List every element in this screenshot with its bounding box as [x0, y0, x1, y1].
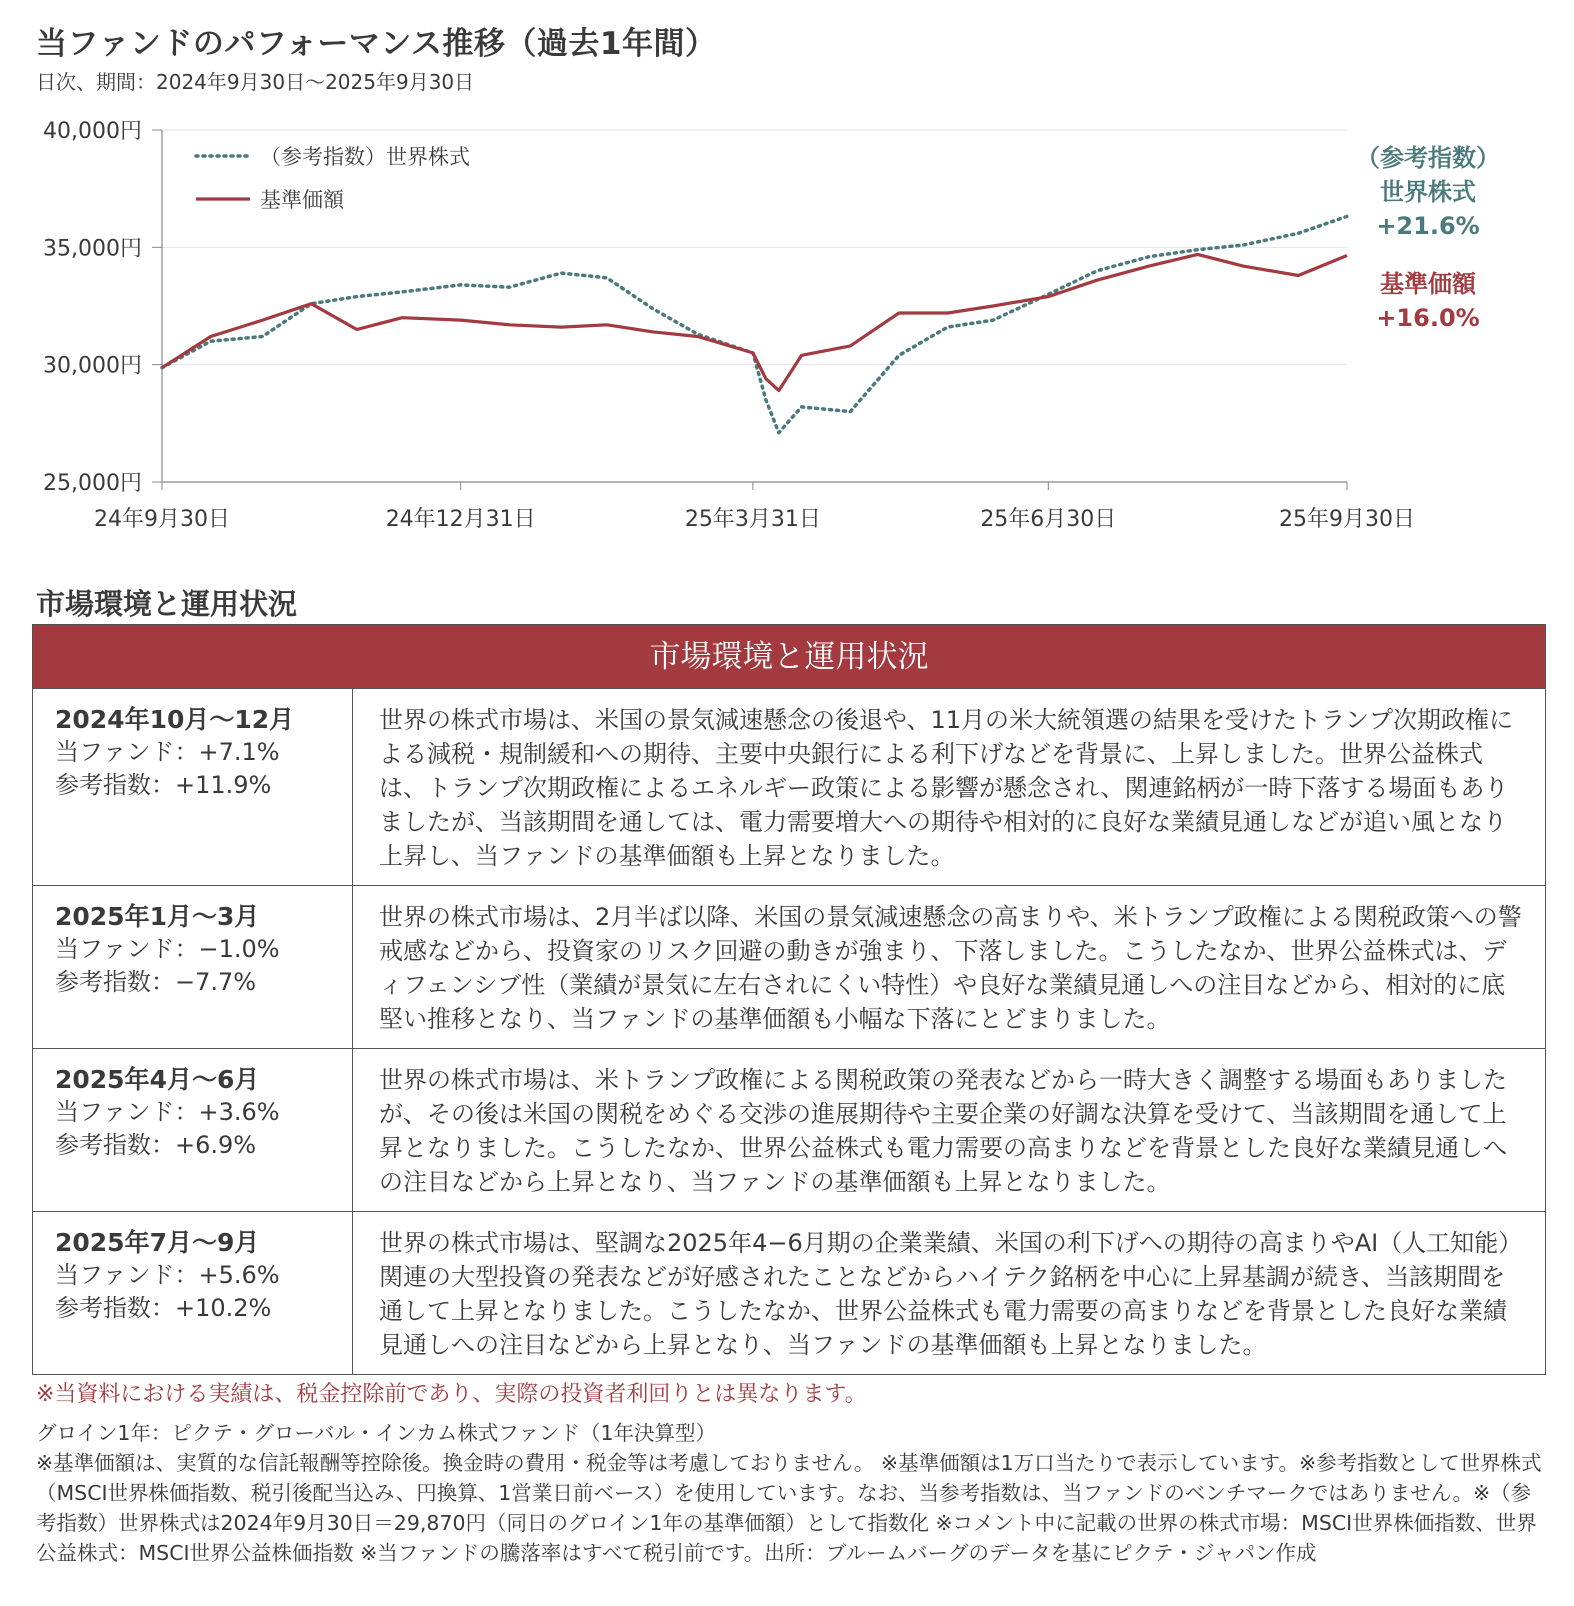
table-row — [33, 885, 1545, 1048]
period-label: 2025年1月～3月 — [55, 902, 260, 931]
index-return: 参考指数：+11.9% — [55, 771, 272, 799]
index-return: 参考指数：+6.9% — [55, 1131, 257, 1159]
x-tick-label: 25年3月31日 — [684, 507, 821, 532]
note-fund-name: グロイン1年：ピクテ・グローバル・インカム株式ファンド（1年決算型） — [36, 1421, 717, 1445]
annotation-text: （参考指数） — [1356, 144, 1500, 172]
x-tick-label: 24年12月31日 — [385, 507, 536, 532]
table-row — [33, 1211, 1545, 1374]
fund-series-line — [162, 254, 1347, 390]
note-disclaimer: ※基準価額は、実質的な信託報酬等控除後。換金時の費用・税金等は考慮しておりません。 ※基準価額は1万口当たりで表示しています。※参考指数として世界株式（MSCI世界株価指数、税引後配当込み、円換算、1営業日前ベース）を使用しています。なお、当参考指数は、当ファンドのベンチマークではありません。※（参考指数）世界株式は2024年9月30日＝29,870円（同日のグロイン1年の基準価額）として指数化 ※コメント中に記載の世界の株式市場：MSCI世界株価指数、世界公益株式：MSCI世界公益株価指数 ※当ファンドの騰落率はすべて税引前です。出所：ブルームバーグのデータを基にピクテ・ジャパン作成 — [36, 1451, 1542, 1565]
period-cell — [33, 689, 353, 885]
index-series-line — [162, 216, 1347, 432]
notes — [36, 1380, 1546, 1568]
table-row — [33, 689, 1545, 885]
x-tick-label: 24年9月30日 — [94, 507, 230, 532]
performance-chart — [0, 110, 1574, 550]
table-row — [33, 1048, 1545, 1211]
section-title: 市場環境と運用状況 — [36, 587, 298, 621]
legend-label: （参考指数）世界株式 — [260, 145, 470, 169]
period-label: 2025年4月～6月 — [55, 1065, 260, 1094]
annotation-text: 世界株式 — [1380, 178, 1476, 206]
market-table — [32, 624, 1546, 1375]
period-cell — [33, 1212, 353, 1374]
period-label: 2025年7月～9月 — [55, 1228, 260, 1257]
x-tick-label: 25年9月30日 — [1279, 507, 1415, 532]
fund-return: 当ファンド：+3.6% — [55, 1098, 280, 1126]
period-cell — [33, 1049, 353, 1211]
x-tick-label: 25年6月30日 — [980, 507, 1117, 532]
note-warning: ※当資料における実績は、税金控除前であり、実際の投資者利回りとは異なります。 — [36, 1382, 867, 1407]
commentary-cell: 世界の株式市場は、堅調な2025年4−6月期の企業業績、米国の利下げへの期待の高まりやAI（人工知能）関連の大型投資の発表などが好感されたことなどからハイテク銘柄を中心に上昇基調が続き、当該期間を通して上昇となりました。こうしたなか、世界公益株式も電力需要の高まりなどを背景とした良好な業績見通しへの注目などから上昇となり、当ファンドの基準価額も上昇となりました。 — [379, 1229, 1523, 1359]
annotation-text: +21.6% — [1376, 212, 1480, 240]
commentary-cell: 世界の株式市場は、米国の景気減速懸念の後退や、11月の米大統領選の結果を受けたトランプ次期政権による減税・規制緩和への期待、主要中央銀行による利下げなどを背景に、上昇しました。世界公益株式は、トランプ次期政権によるエネルギー政策による影響が懸念され、関連銘柄が一時下落する場面もありましたが、当該期間を通しては、電力需要増大への期待や相対的に良好な業績見通しなどが追い風となり上昇し、当ファンドの基準価額も上昇となりました。 — [379, 706, 1514, 870]
commentary-cell: 世界の株式市場は、米トランプ政権による関税政策の発表などから一時大きく調整する場面もありましたが、その後は米国の関税をめぐる交渉の進展期待や主要企業の好調な決算を受けて、当該期間を通して上昇となりました。こうしたなか、世界公益株式も電力需要の高まりなどを背景とした良好な業績見通しへの注目などから上昇となり、当ファンドの基準価額も上昇となりました。 — [379, 1066, 1507, 1196]
y-tick-label: 30,000円 — [43, 353, 142, 379]
period-label: 2024年10月～12月 — [55, 705, 295, 734]
fund-return: 当ファンド：−1.0% — [55, 935, 280, 963]
y-tick-label: 40,000円 — [43, 119, 142, 144]
fund-return: 当ファンド：+7.1% — [55, 738, 280, 766]
commentary-cell: 世界の株式市場は、2月半ば以降、米国の景気減速懸念の高まりや、米トランプ政権による関税政策への警戒感などから、投資家のリスク回避の動きが強まり、下落しました。こうしたなか、世界公益株式は、ディフェンシブ性（業績が景気に左右されにくい特性）や良好な業績見通しへの注目などから、相対的に底堅い推移となり、当ファンドの基準価額も小幅な下落にとどまりました。 — [379, 903, 1522, 1033]
page-subtitle: 日次、期間：2024年9月30日～2025年9月30日 — [36, 70, 475, 94]
index-return: 参考指数：+10.2% — [55, 1294, 272, 1322]
index-return: 参考指数：−7.7% — [55, 968, 257, 996]
page-title: 当ファンドのパフォーマンス推移（過去1年間） — [36, 26, 717, 62]
y-tick-label: 35,000円 — [43, 236, 142, 262]
y-tick-label: 25,000円 — [43, 471, 142, 496]
annotation-text: +16.0% — [1376, 304, 1480, 332]
fund-return: 当ファンド：+5.6% — [55, 1261, 280, 1289]
annotation-text: 基準価額 — [1380, 270, 1476, 298]
legend-label: 基準価額 — [260, 188, 344, 212]
table-header: 市場環境と運用状況 — [33, 625, 1545, 689]
period-cell — [33, 886, 353, 1048]
